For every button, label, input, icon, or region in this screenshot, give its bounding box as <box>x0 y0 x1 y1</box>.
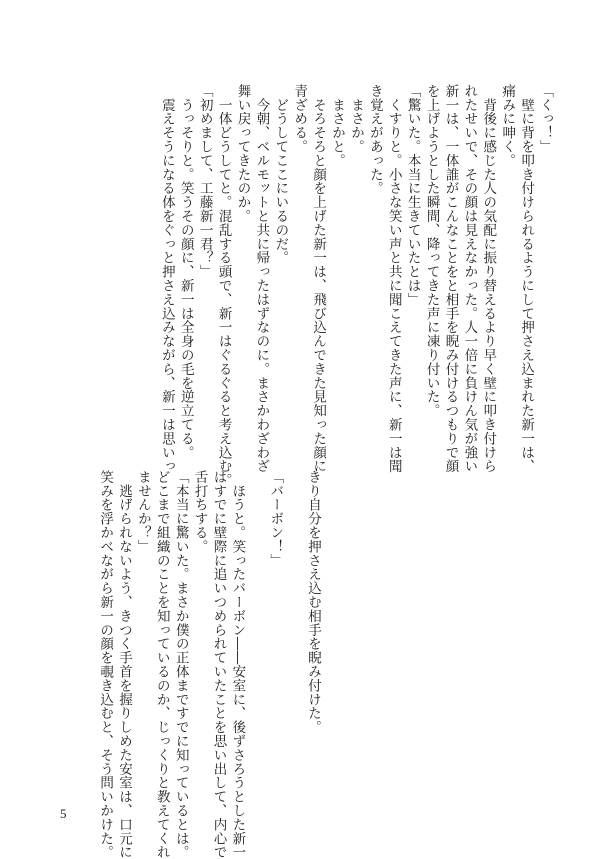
text-line: 笑みを浮かべながら新一の顔を覗き込むと、そう問いかけた。 <box>97 470 114 859</box>
text-line: 青ざめる。 <box>291 84 308 154</box>
text-line: くすりと。小さな笑い声と共に聞こえてきた声に、新一は聞 <box>385 84 402 474</box>
text-line: まさか。 <box>347 84 364 154</box>
text-line: どこまで組織のことを知っているのか、じっくりと教えてくれ <box>153 470 170 859</box>
text-line: 逃げられないよう、きつく手首を握りしめた安室は、口元に <box>115 470 132 859</box>
text-line: 「バーボン！」 <box>267 470 284 568</box>
text-line: 今朝、ベルモットと共に帰ったはずなのに。まさかわざわざ <box>253 84 270 474</box>
text-line: はすでに壁際に追いつめられていたことを思い出して、内心で <box>210 470 227 859</box>
text-line: 痛みに呻く。 <box>499 84 516 168</box>
text-line: まさかと。 <box>329 84 346 168</box>
text-line: 舌打ちする。 <box>191 470 208 554</box>
text-line: 新一は、一体誰がこんなことをと相手を睨み付けるつもりで顔 <box>442 84 459 474</box>
text-line: 一体どうしてと。混乱する頭で、新一はぐるぐると考え込む。 <box>215 84 232 488</box>
text-line: そろそろと顔を上げた新一は、飛び込んできた見知った顔に <box>310 84 327 474</box>
text-line: 「くっ！」 <box>537 84 553 154</box>
text-block-lower <box>95 470 322 859</box>
text-line: 「驚いた。本当に生きていたとは」 <box>404 84 421 307</box>
text-line: 背後に感じた人の気配に振り替えるより早く壁に叩き付けら <box>480 84 497 474</box>
text-block-upper <box>157 84 554 488</box>
blank-line <box>284 470 303 820</box>
text-line: 震えそうになる体をぐっと押さえ込みながら、新一は思いっ <box>158 84 175 474</box>
text-line: 「本当に驚いた。まさか僕の正体まですでに知っているとは。 <box>172 470 189 859</box>
text-line: きり自分を押さえ込む相手を睨み付けた。 <box>305 470 321 735</box>
blank-line <box>246 470 265 820</box>
text-line: 壁に背を叩き付けられるようにして押さえ込まれた新一は、 <box>518 84 535 474</box>
text-line: うっそりと。笑うその顔に、新一は全身の毛を逆立てる。 <box>177 84 194 460</box>
text-line: 舞い戻ってきたのか。 <box>234 84 251 223</box>
page-number: 5 <box>60 806 67 821</box>
text-line: 「初めまして、工藤新一君？」 <box>196 84 213 279</box>
text-line: を上げようとした瞬間、降ってきた声に凍り付いた。 <box>423 84 440 418</box>
text-line: どうしてここにいるのだ。 <box>272 84 289 265</box>
text-line: ほうと。笑ったバーボン――安室に、後ずさろうとした新一 <box>229 470 246 859</box>
text-line: き覚えがあった。 <box>366 84 383 196</box>
text-line: ませんか？」 <box>134 470 151 554</box>
text-line: れたせいで、その顔は見えなかった。人一倍に負けん気が強い <box>461 84 478 474</box>
